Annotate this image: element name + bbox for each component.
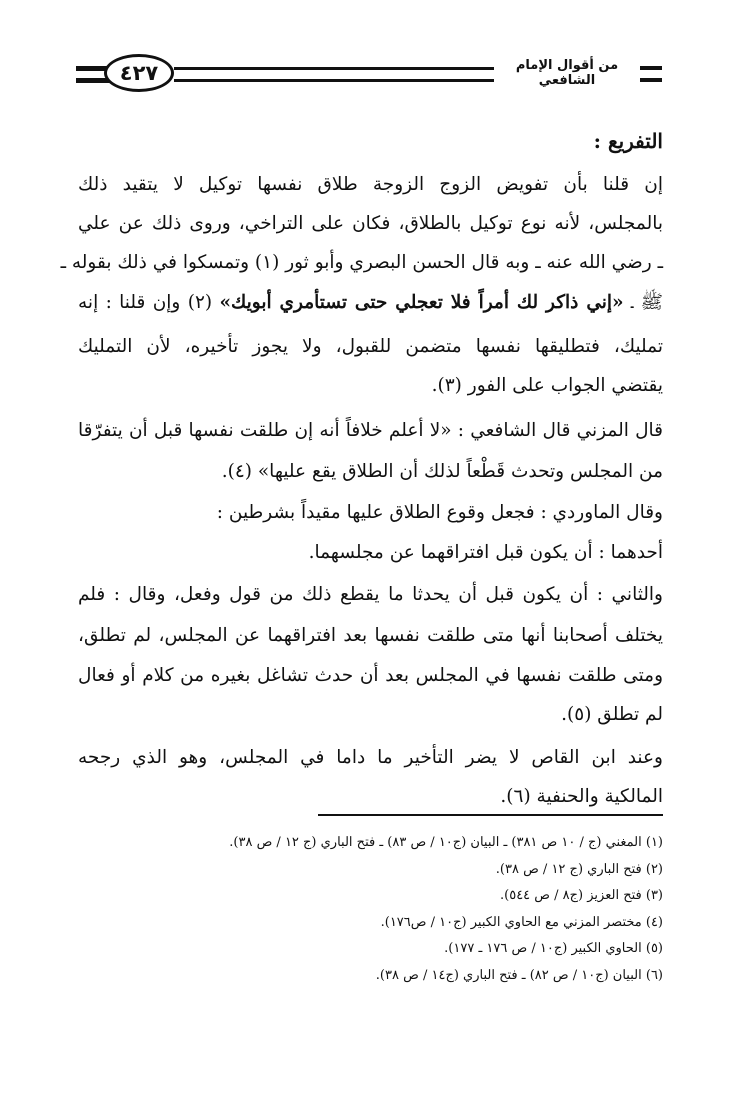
body-line-with-hadith [78, 290, 663, 316]
section-heading: التفريع : [593, 129, 663, 153]
footnote: (٤) مختصر المزني مع الحاوي الكبير (ج١٠ / ص١٧٦). [380, 915, 663, 930]
body-line: بالمجلس، لأنه نوع توكيل بالطلاق، فكان على التراخي، وروى ذلك عن علي [78, 213, 663, 234]
body-line: قال المزني قال الشافعي : «لا أعلم خلافاً أنه إن طلقت نفسها قبل أن يتفرّقا [78, 420, 663, 441]
body-line: ـ رضي الله عنه ـ وبه قال الحسن البصري وأبو ثور (١) وتمسكوا في ذلك بقوله ـ [60, 252, 663, 273]
footnote: (٣) فتح العزيز (ج٨ / ص ٥٤٤). [500, 888, 663, 903]
footnote: (٥) الحاوي الكبير (ج١٠ / ص ١٧٦ ـ ١٧٧). [444, 941, 663, 956]
body-text: (٢) وإن قلنا : إنه [78, 292, 220, 313]
header-rule-right-bottom [640, 78, 662, 82]
body-line: تمليك، فتطليقها نفسها متضمن للقبول، ولا يجوز تأخيره، لأن التمليك [78, 336, 663, 357]
salutation-text: ﷺ ـ [623, 292, 664, 313]
running-head: من أقوال الإمام الشافعي [515, 58, 619, 88]
header-rule-right-top [640, 66, 662, 70]
body-line: يختلف أصحابنا أنها متى طلقت نفسها بعد افتراقهما عن المجلس، لم تطلق، [78, 625, 663, 646]
hadith-quote: «إني ذاكر لك أمراً فلا تعجلي حتى تستأمري أبويك» [219, 292, 624, 313]
body-line: من المجلس وتحدث قَطْعاً لذلك أن الطلاق يقع عليها» (٤). [221, 461, 663, 482]
body-line: إن قلنا بأن تفويض الزوج الزوجة طلاق نفسها توكيل لا يتقيد ذلك [78, 174, 663, 195]
footnote-separator [318, 814, 663, 816]
body-line: ومتى طلقت نفسها في المجلس بعد أن حدث تشاغل بغيره من كلام أو فعال [78, 665, 663, 686]
body-line: لم تطلق (٥). [561, 704, 663, 725]
footnote: (٦) البيان (ج١٠ / ص ٨٢) ـ فتح الباري (ج١٤ / ص ٣٨). [375, 968, 663, 983]
body-line: والثاني : أن يكون قبل أن يحدثا ما يقطع ذلك من قول وفعل، وقال : فلم [78, 584, 663, 605]
body-line: يقتضي الجواب على الفور (٣). [431, 375, 663, 396]
body-line: وعند ابن القاص لا يضر التأخير ما داما في المجلس، وهو الذي رجحه [78, 747, 663, 768]
page-number: ٤٢٧ [104, 54, 174, 92]
header-rule-middle-bottom [174, 79, 494, 82]
body-line: أحدهما : أن يكون قبل افتراقهما عن مجلسهما. [308, 542, 663, 563]
header-rule-middle-top [174, 67, 494, 70]
footnote: (١) المغني (ج / ١٠ ص ٣٨١) ـ البيان (ج١٠ / ص ٨٣) ـ فتح الباري (ج ١٢ / ص ٣٨). [229, 835, 663, 850]
body-line: وقال الماوردي : فجعل وقوع الطلاق عليها مقيداً بشرطين : [216, 502, 663, 523]
body-line: المالكية والحنفية (٦). [500, 786, 663, 807]
footnote: (٢) فتح الباري (ج ١٢ / ص ٣٨). [495, 862, 663, 877]
